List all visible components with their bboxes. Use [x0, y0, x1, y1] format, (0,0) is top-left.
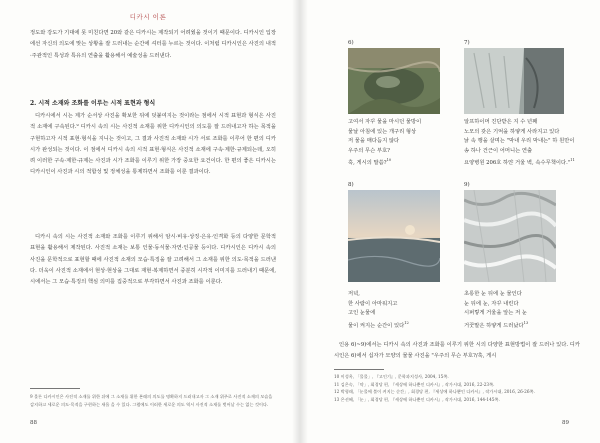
- running-head: 디카시 이론: [129, 13, 167, 21]
- intro-paragraph: 정도와 강도가 기대에 못 미친다면 20와 같은 디카시는 제작되기 어려웠을 것이기 때문이다. 디카시인 입장에선 자신의 의도에 맞는 상황을 잘 드러내는 순간에 셔터를 누르는 것이다. 이처럼 디카시인은 사진의 내적·주관적인 특성과 특유의 연출을 활용해서 예술성을 드러낸다.: [30, 30, 276, 59]
- figure-caption-6: 고여서 자꾸 물을 마시던 물방이 물날 아침에 있는 개구리 형상 저 물을 매다듬지 않다 우주의 무슨 부호? 혹, 게시의 말씀?$^{10}$: [348, 119, 422, 167]
- figure-label-9: 9): [464, 182, 470, 188]
- references-list: [334, 373, 580, 403]
- page-number-left: 88: [30, 420, 37, 426]
- frog-puddle-photo: [348, 48, 440, 114]
- page-number-right: 89: [562, 420, 569, 426]
- right-page: [304, 0, 600, 443]
- figure-caption-7: 알프하이머 진단받은 지 수 년째 노모의 갖은 기억을 하얗게 사라지고 있다 낡 속 행을 살며는 "막내 우리 막내는" 하 원만이 송 하나 건근이 어머니는 연출 요양병원 206호 하얀 거울 벽, 속수무책이다."$^{11}$: [464, 119, 575, 167]
- footnote-rule: [30, 388, 80, 389]
- figure-label-6: 6): [348, 40, 354, 46]
- figure-photo-8: [348, 190, 440, 282]
- footnote: 9 물론 디카시인은 사진적 소재를 위한 뒤에 그 소재를 위한 본래의 의도를 명확하지 드러내고자 그 소재 위주로 사진적 소재의 모습을 감지하고 세로운 의도·목적을 구현하는 새롭 을 수 있다. 그럼에도 이러한 세로운 의도 역시 사진적 소재를 벗어날 수는 없는 것이다.: [30, 394, 273, 407]
- paragraph-2: 디카시에서 시는 제가 순서상 사진을 확보한 뒤에 덧붙여지는 것이라는 점에서 시적 표현과 형식은 사진적 소재에 구속된다.⁹ 디카시 속의 시는 사진적 소재를 위한 디카시인의 의도를 잘 드러내고자 하는 목적을 구현하고자 시적 표현·형식을 지니는 것이고, 그 결과 사진적 소재와 시가 서로 조화를 이루어 한 편의 디카시가 완성되는 것이다. 이 점에서 디카시 속의 시적 표현·형식은 사진적 소재에 구속·제한·규제되는데, 오히려 이러한 구속·제한·규제는 사진과 시가 조화를 이루기 위한 가장 중요한 요건이다. 한 편의 좋은 디카시는 디카시인이 사진과 시의 적합성 및 정체성을 통제하면서 조화를 이룬 결과이다.: [30, 113, 276, 176]
- figure-label-7: 7): [464, 40, 470, 46]
- reference-11: 11 김은숙, 「약」, 회경당 편, 『세상에 하나뿐인 디카시』, 작가시대, 2016, 22-23쪽.: [334, 381, 495, 387]
- right-body-paragraph: 인용 6)~9)에서는 디카시 속의 사진과 조화를 이루기 위한 시의 다양한 표현방법이 잘 드러나 있다. 디카시인은 6)에서 십자가 모양의 물물 사진을 "우주의 무슨 부호?/혹, 게시: [334, 342, 580, 360]
- sunset-water-photo: [348, 190, 440, 282]
- snow-texture-photo: [464, 190, 556, 282]
- figure-caption-9: 초롱한 눈 뒤에 눈 물인다 눈 뒤에 눈, 자꾸 내린다 시퍼렇게 거울을 앞는 저 눈 거꿋말은 하얗게 드러났다$^{13}$: [464, 291, 529, 329]
- reference-10: 10 이성옥, 「물물」, 『고인기』, 문학과지성사, 2004, 15쪽.: [334, 374, 449, 379]
- paragraph-3: 디카시 속의 시는 사진적 소재와 조화를 이루기 위해서 암시·비유·상징·은유·인격화 등의 다양한 문학적 표현을 활용해서 제작된다. 사진적 소재는 보통 인물·동식물·자연·인공물 등이다. 디카시인은 디카시 속의 사진을 문학적으로 표현할 때에 사진적 소재의 모습·특징을 잘 고려해서 그 소재를 위한 의도·목적을 드러낸다. 더욱이 사진적 소재에서 현상·현상을 그대로 재현·복제하면서 중분히 시각적 이미지를 드러내기 때문에, 시에서는 그 모습·특징의 핵심 의미를 집중적으로 부각하면서 사진과 조화를 이룬다.: [30, 234, 276, 286]
- left-page: [0, 0, 296, 443]
- figure-photo-7: [464, 48, 564, 114]
- figure-photo-9: [464, 190, 556, 282]
- reference-13: 13 은선혜, 「눈」, 회경당 편, 『세상에 하나뿐인 디카시』, 작가시대, 2016, 144-145쪽.: [334, 396, 500, 402]
- section-heading: 2. 시적 소재와 조화를 이루는 시적 표현과 형식: [30, 100, 156, 107]
- references-rule: [334, 369, 384, 370]
- figure-caption-8: 저녁, 한 사람이 아마워지고 고인 눈물에 물이 켜지는 순간이 있다$^{12}$: [348, 291, 409, 329]
- reference-12: 12 박형래, 「눈물에 불이 켜지는 순간」, 회경당 편, 『세상에 하나뿐인 디카시』, 작가시대, 2016, 26-26쪽.: [334, 389, 535, 395]
- figure-photo-6: [348, 48, 440, 114]
- figure-label-8: 8): [348, 182, 354, 188]
- mirror-wall-photo: [464, 48, 564, 114]
